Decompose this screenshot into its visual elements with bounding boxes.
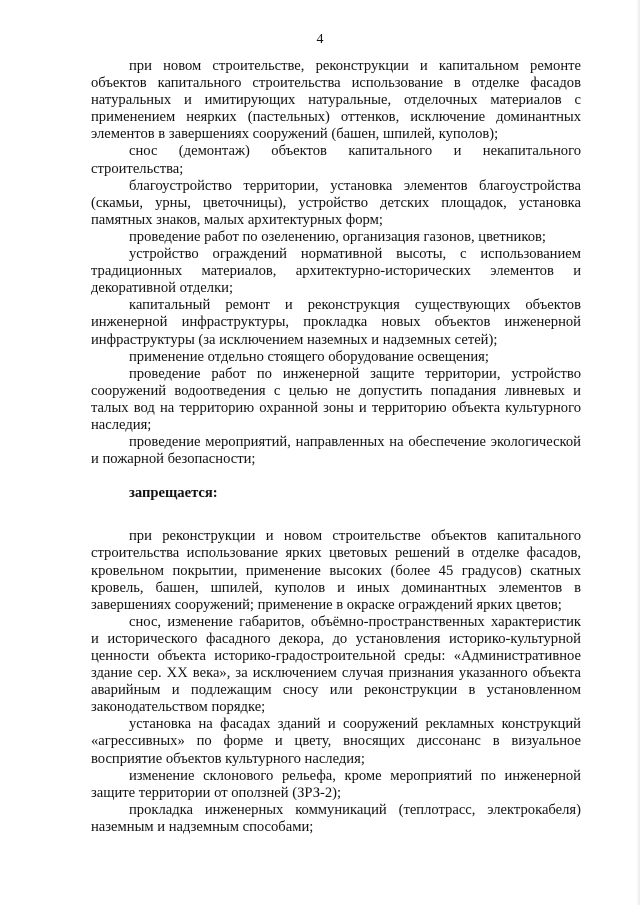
scan-edge-shadow <box>636 0 640 905</box>
allowed-item-7: применение отдельно стоящего оборудование освещения; <box>129 348 489 365</box>
allowed-item-1: при новом строительстве, реконструкции и капитальном ремонте объектов капитального строительства использование в отделке фасадов натуральных и имитирующих натуральные, отделочных материалов с применением неярких (пастельных) оттенков, исключение доминантных элементов в завершениях сооружений (башен, шпилей, куполов); <box>91 58 581 143</box>
allowed-item-5: устройство ограждений нормативной высоты, с использованием традиционных материалов, архитектурно-исторических элементов и декоративной отделки; <box>91 246 581 297</box>
document-body <box>91 58 581 836</box>
prohibited-item-2: снос, изменение габаритов, объёмно-пространственных характеристик и исторического фасадного декора, до установления историко-культурной ценности объекта историко-градостроительной среды: «Административное здание сер. XX века», за исключением случая признания указанного объекта аварийным и подлежащим сносу или реконструкции в установленном законодательством порядке; <box>91 613 581 716</box>
allowed-item-6: капитальный ремонт и реконструкция существующих объектов инженерной инфраструктуры, прокладка новых объектов инженерной инфраструктуры (за исключением наземных и надземных сетей); <box>91 297 581 348</box>
prohibited-item-1: при реконструкции и новом строительстве объектов капитального строительства использование ярких цветовых решений в отделке фасадов, кровельном покрытии, применение высоких (более 45 градусов) скатных кровель, башен, шпилей, куполов и иных доминантных элементов в завершениях сооружений; применение в окраске ограждений ярких цветов; <box>91 528 581 613</box>
prohibited-item-4: изменение склонового рельефа, кроме мероприятий по инженерной защите территории от оползней (ЗРЗ-2); <box>91 767 581 801</box>
allowed-item-9: проведение мероприятий, направленных на обеспечение экологической и пожарной безопасности; <box>91 434 581 468</box>
section-spacer <box>91 502 581 528</box>
allowed-item-4: проведение работ по озеленению, организация газонов, цветников; <box>129 228 546 245</box>
page-number: 4 <box>316 32 324 47</box>
prohibited-heading: запрещается: <box>129 485 218 502</box>
allowed-item-3: благоустройство территории, установка элементов благоустройства (скамьи, урны, цветочницы), устройство детских площадок, установка памятных знаков, малых архитектурных форм; <box>91 177 581 228</box>
prohibited-item-5: прокладка инженерных коммуникаций (теплотрасс, электрокабеля) наземным и надземным способами; <box>91 801 581 835</box>
prohibited-item-3: установка на фасадах зданий и сооружений рекламных конструкций «агрессивных» по форме и цвету, вносящих диссонанс в визуальное восприятие объектов культурного наследия; <box>91 716 581 767</box>
allowed-item-2: снос (демонтаж) объектов капитального и некапитального строительства; <box>91 143 581 177</box>
allowed-item-8: проведение работ по инженерной защите территории, устройство сооружений водоотведения с целью не допустить попадания ливневых и талых вод на территорию охранной зоны и территорию объекта культурного наследия; <box>91 365 581 433</box>
